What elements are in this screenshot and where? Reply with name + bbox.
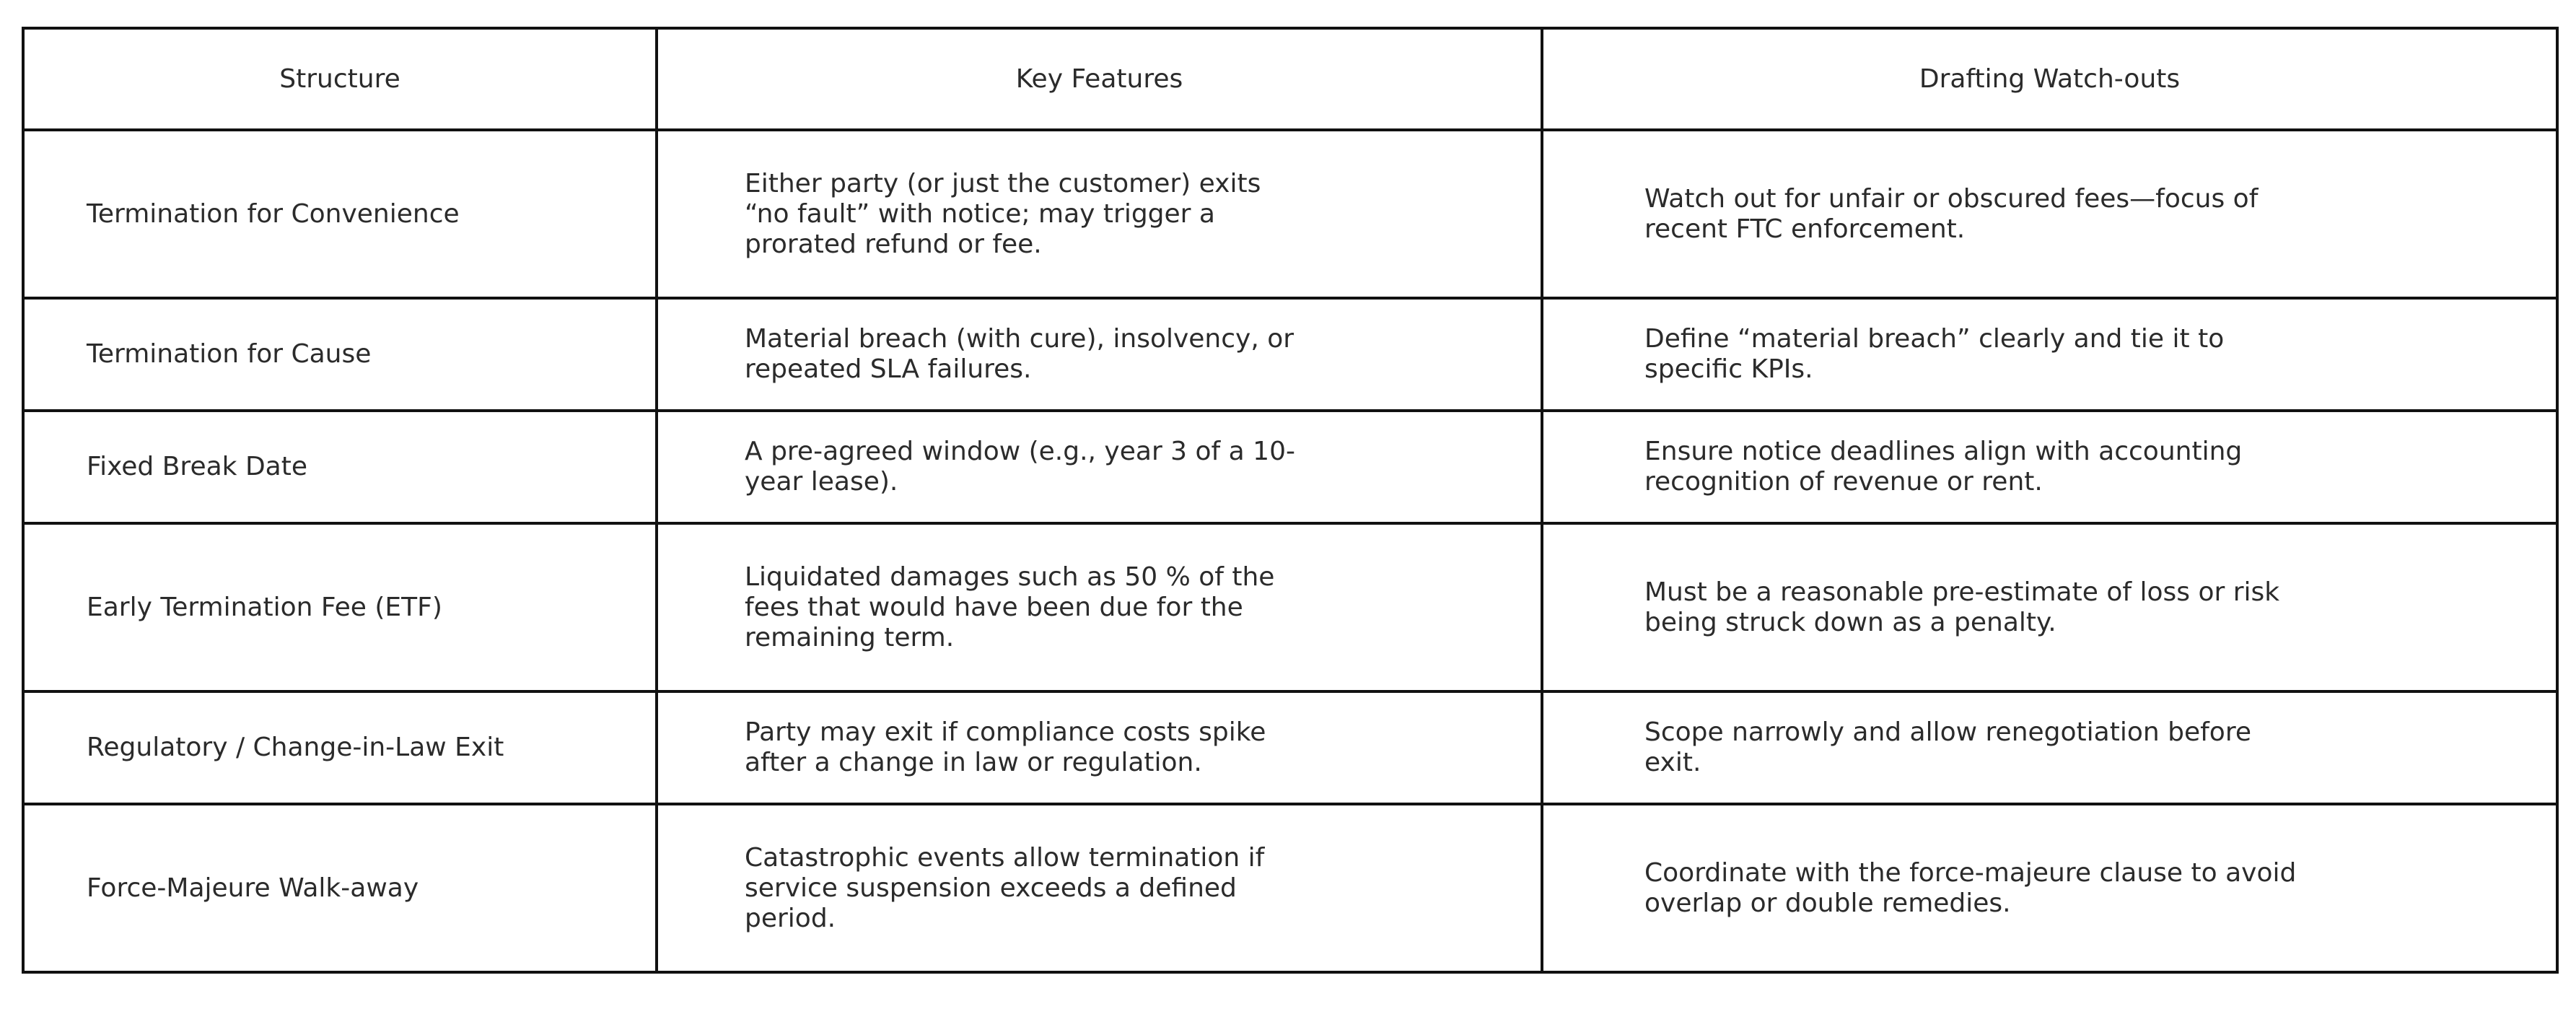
structure-text: Fixed Break Date — [87, 452, 307, 481]
table-row — [23, 411, 2557, 523]
key-features-text: Liquidated damages such as 50 % of the fees that would have been due for the remaining term. — [745, 562, 1275, 652]
key-features-cell — [657, 804, 1542, 972]
structure-text: Regulatory / Change-in-Law Exit — [87, 733, 504, 762]
watch-outs-text: Must be a reasonable pre-estimate of loss or risk being struck down as a penalty. — [1644, 577, 2280, 637]
table-row — [23, 523, 2557, 691]
table-row — [23, 130, 2557, 298]
table-row — [23, 804, 2557, 972]
watch-outs-cell — [1542, 804, 2557, 972]
structure-cell — [23, 130, 657, 298]
structure-cell — [23, 691, 657, 804]
watch-outs-text: Ensure notice deadlines align with accounting recognition of revenue or rent. — [1644, 437, 2243, 497]
structure-text: Termination for Convenience — [87, 198, 460, 229]
structure-cell — [23, 298, 657, 411]
watch-outs-text: Scope narrowly and allow renegotiation before exit. — [1644, 717, 2251, 777]
key-features-cell — [657, 691, 1542, 804]
key-features-text: Either party (or just the customer) exits “no fault” with notice; may trigger a prorated refund or fee. — [745, 168, 1261, 259]
watch-outs-text: Watch out for unfair or obscured fees—focus of recent FTC enforcement. — [1644, 183, 2259, 244]
key-features-cell — [657, 523, 1542, 691]
structure-cell — [23, 804, 657, 972]
termination-structures-table — [22, 27, 2559, 974]
key-features-text: Material breach (with cure), insolvency, or repeated SLA failures. — [745, 324, 1294, 384]
key-features-cell — [657, 298, 1542, 411]
structure-cell — [23, 411, 657, 523]
structure-text: Early Termination Fee (ETF) — [87, 592, 442, 622]
table-row — [23, 691, 2557, 804]
column-header-drafting-watch-outs: Drafting Watch-outs — [1542, 28, 2557, 130]
watch-outs-cell — [1542, 130, 2557, 298]
header-row — [23, 28, 2557, 130]
structure-text: Force-Majeure Walk-away — [87, 873, 419, 903]
key-features-cell — [657, 130, 1542, 298]
watch-outs-text: Coordinate with the force-majeure clause to avoid overlap or double remedies. — [1644, 857, 2297, 918]
watch-outs-cell — [1542, 523, 2557, 691]
key-features-cell — [657, 411, 1542, 523]
key-features-text: Catastrophic events allow termination if service suspension exceeds a defined period. — [745, 842, 1265, 933]
column-header-key-features: Key Features — [657, 28, 1542, 130]
watch-outs-cell — [1542, 298, 2557, 411]
key-features-text: Party may exit if compliance costs spike after a change in law or regulation. — [745, 717, 1266, 777]
table-row — [23, 298, 2557, 411]
column-header-structure: Structure — [23, 28, 657, 130]
watch-outs-cell — [1542, 411, 2557, 523]
structure-cell — [23, 523, 657, 691]
structure-text: Termination for Cause — [87, 339, 372, 369]
watch-outs-cell — [1542, 691, 2557, 804]
watch-outs-text: Define “material breach” clearly and tie it to specific KPIs. — [1644, 324, 2225, 384]
key-features-text: A pre-agreed window (e.g., year 3 of a 10-year lease). — [745, 437, 1295, 497]
